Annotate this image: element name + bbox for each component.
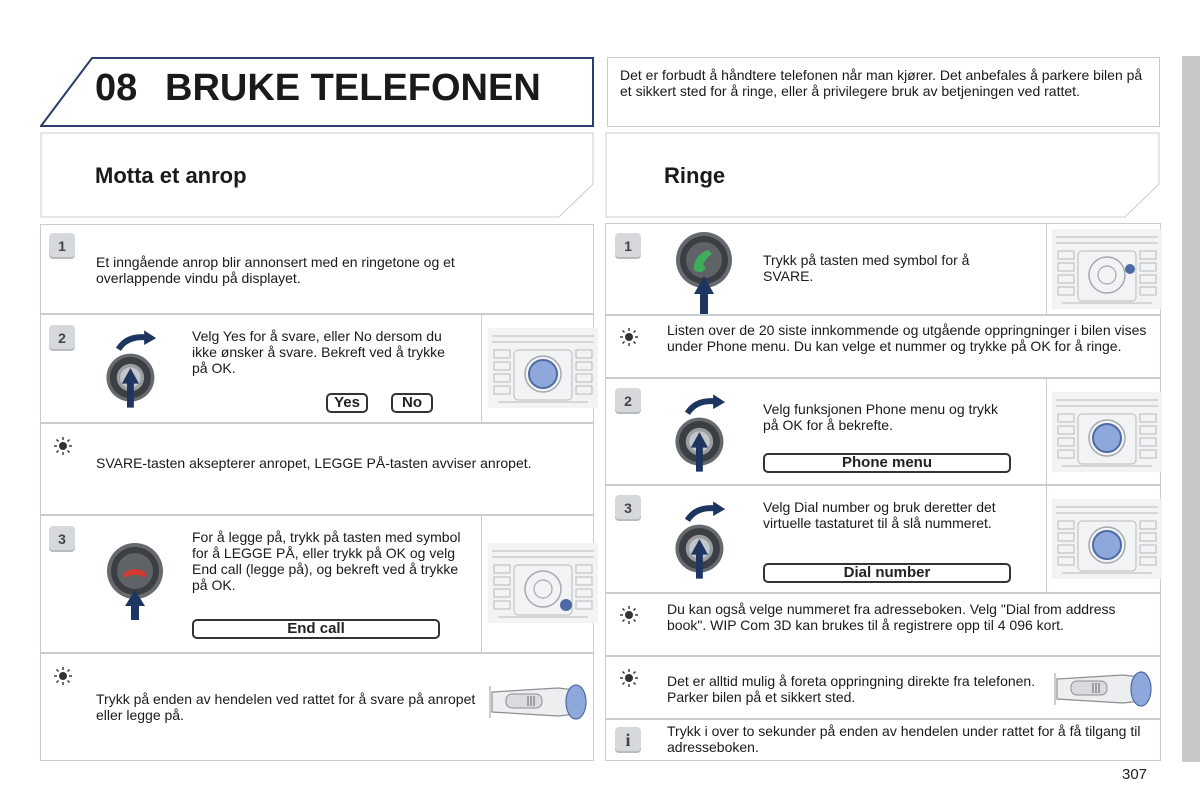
section-heading: Ringe — [664, 163, 726, 188]
dashboard-thumbnail — [481, 315, 594, 422]
info-icon: i — [615, 727, 641, 753]
phone-menu-button[interactable]: Phone menu — [763, 453, 1011, 473]
step-badge: 1 — [49, 233, 75, 259]
right-step3-panel — [605, 485, 1161, 593]
steering-stalk-icon — [488, 676, 588, 726]
step-text: Et inngående anrop blir annonsert med en ringetone og et overlappende vindu på displayet. — [96, 254, 455, 286]
chapter-header — [40, 57, 594, 127]
right-step1-panel — [605, 223, 1161, 315]
tip-bulb-icon — [619, 327, 639, 347]
tip-text: Du kan også velge nummeret fra adresseboken. Velg "Dial from address book". WIP Com 3D kan brukes til å registrere opp til 4 096 kort. — [667, 601, 1116, 633]
left-step1-panel — [40, 224, 594, 314]
step-text: Velg Yes for å svare, eller No dersom du ikke ønsker å svare. Bekreft ved å trykke på OK. — [192, 328, 445, 376]
section-heading: Motta et anrop — [95, 163, 247, 188]
step-badge: 3 — [49, 526, 75, 552]
right-tip3-panel — [605, 656, 1161, 719]
tip-text: Listen over de 20 siste innkommende og utgående oppringninger i bilen vises under Phone menu. Du kan velge et nummer og trykke på OK for å ringe. — [667, 322, 1147, 354]
left-step2-panel — [40, 314, 594, 423]
tip-bulb-icon — [53, 666, 73, 686]
tip-text: Det er alltid mulig å foreta oppringning direkte fra telefonen. Parker bilen på et sikkert sted. — [667, 673, 1036, 705]
warning-note-text: Det er forbudt å håndtere telefonen når man kjører. Det anbefales å parkere bilen på et sikkert sted for å ringe, eller å privilegere bruk av betjeningen ved rattet. — [620, 67, 1143, 99]
hang-up-key-icon — [103, 538, 163, 620]
step-badge: 1 — [615, 233, 641, 259]
dashboard-thumbnail — [1046, 486, 1161, 592]
right-tip1-panel — [605, 315, 1161, 378]
step-badge: 3 — [615, 495, 641, 521]
steering-stalk-icon — [1053, 663, 1153, 713]
dashboard-thumbnail — [1046, 379, 1161, 484]
tip-bulb-icon — [619, 605, 639, 625]
dashboard-thumbnail — [481, 516, 594, 652]
warning-note-panel — [607, 57, 1160, 127]
dashboard-thumbnail — [1046, 224, 1161, 314]
dial-number-button[interactable]: Dial number — [763, 563, 1011, 583]
tip-bulb-icon — [53, 436, 73, 456]
left-step3-panel — [40, 515, 594, 653]
info-text: Trykk i over to sekunder på enden av hendelen under rattet for å få tilgang til adresseboken. — [667, 723, 1141, 755]
rotary-knob-icon — [672, 490, 732, 590]
page-number: 307 — [1122, 766, 1148, 783]
left-tip1-panel — [40, 423, 594, 515]
step-text: Velg Dial number og bruk deretter det virtuelle tastaturet til å slå nummeret. — [763, 499, 996, 531]
no-button[interactable]: No — [391, 393, 433, 413]
tip-text: SVARE-tasten aksepterer anropet, LEGGE PÅ-tasten avviser anropet. — [96, 455, 532, 471]
step-badge: 2 — [615, 388, 641, 414]
page-edge-tab — [1182, 56, 1200, 762]
tip-text: Trykk på enden av hendelen ved rattet for å svare på anropet eller legge på. — [96, 691, 476, 723]
step-text: Trykk på tasten med symbol for å SVARE. — [763, 252, 970, 284]
right-step2-panel — [605, 378, 1161, 485]
step-text: Velg funksjonen Phone menu og trykk på OK for å bekrefte. — [763, 401, 999, 433]
right-tip2-panel — [605, 593, 1161, 656]
tip-bulb-icon — [619, 668, 639, 688]
step-text: For å legge på, trykk på tasten med symbol for å LEGGE PÅ, eller trykk på OK og velg End call (legge på), og bekreft ved å trykke på OK. — [192, 529, 461, 593]
right-info-panel — [605, 719, 1161, 761]
right-section-header — [605, 132, 1160, 218]
step-badge: 2 — [49, 325, 75, 351]
chapter-title: BRUKE TELEFONEN — [165, 67, 541, 109]
rotary-knob-icon — [103, 319, 163, 419]
chapter-number: 08 — [95, 67, 138, 109]
left-section-header — [40, 132, 594, 218]
end-call-button[interactable]: End call — [192, 619, 440, 639]
left-tip2-panel — [40, 653, 594, 761]
answer-key-icon — [672, 228, 734, 314]
yes-button[interactable]: Yes — [326, 393, 368, 413]
rotary-knob-icon — [672, 383, 732, 483]
